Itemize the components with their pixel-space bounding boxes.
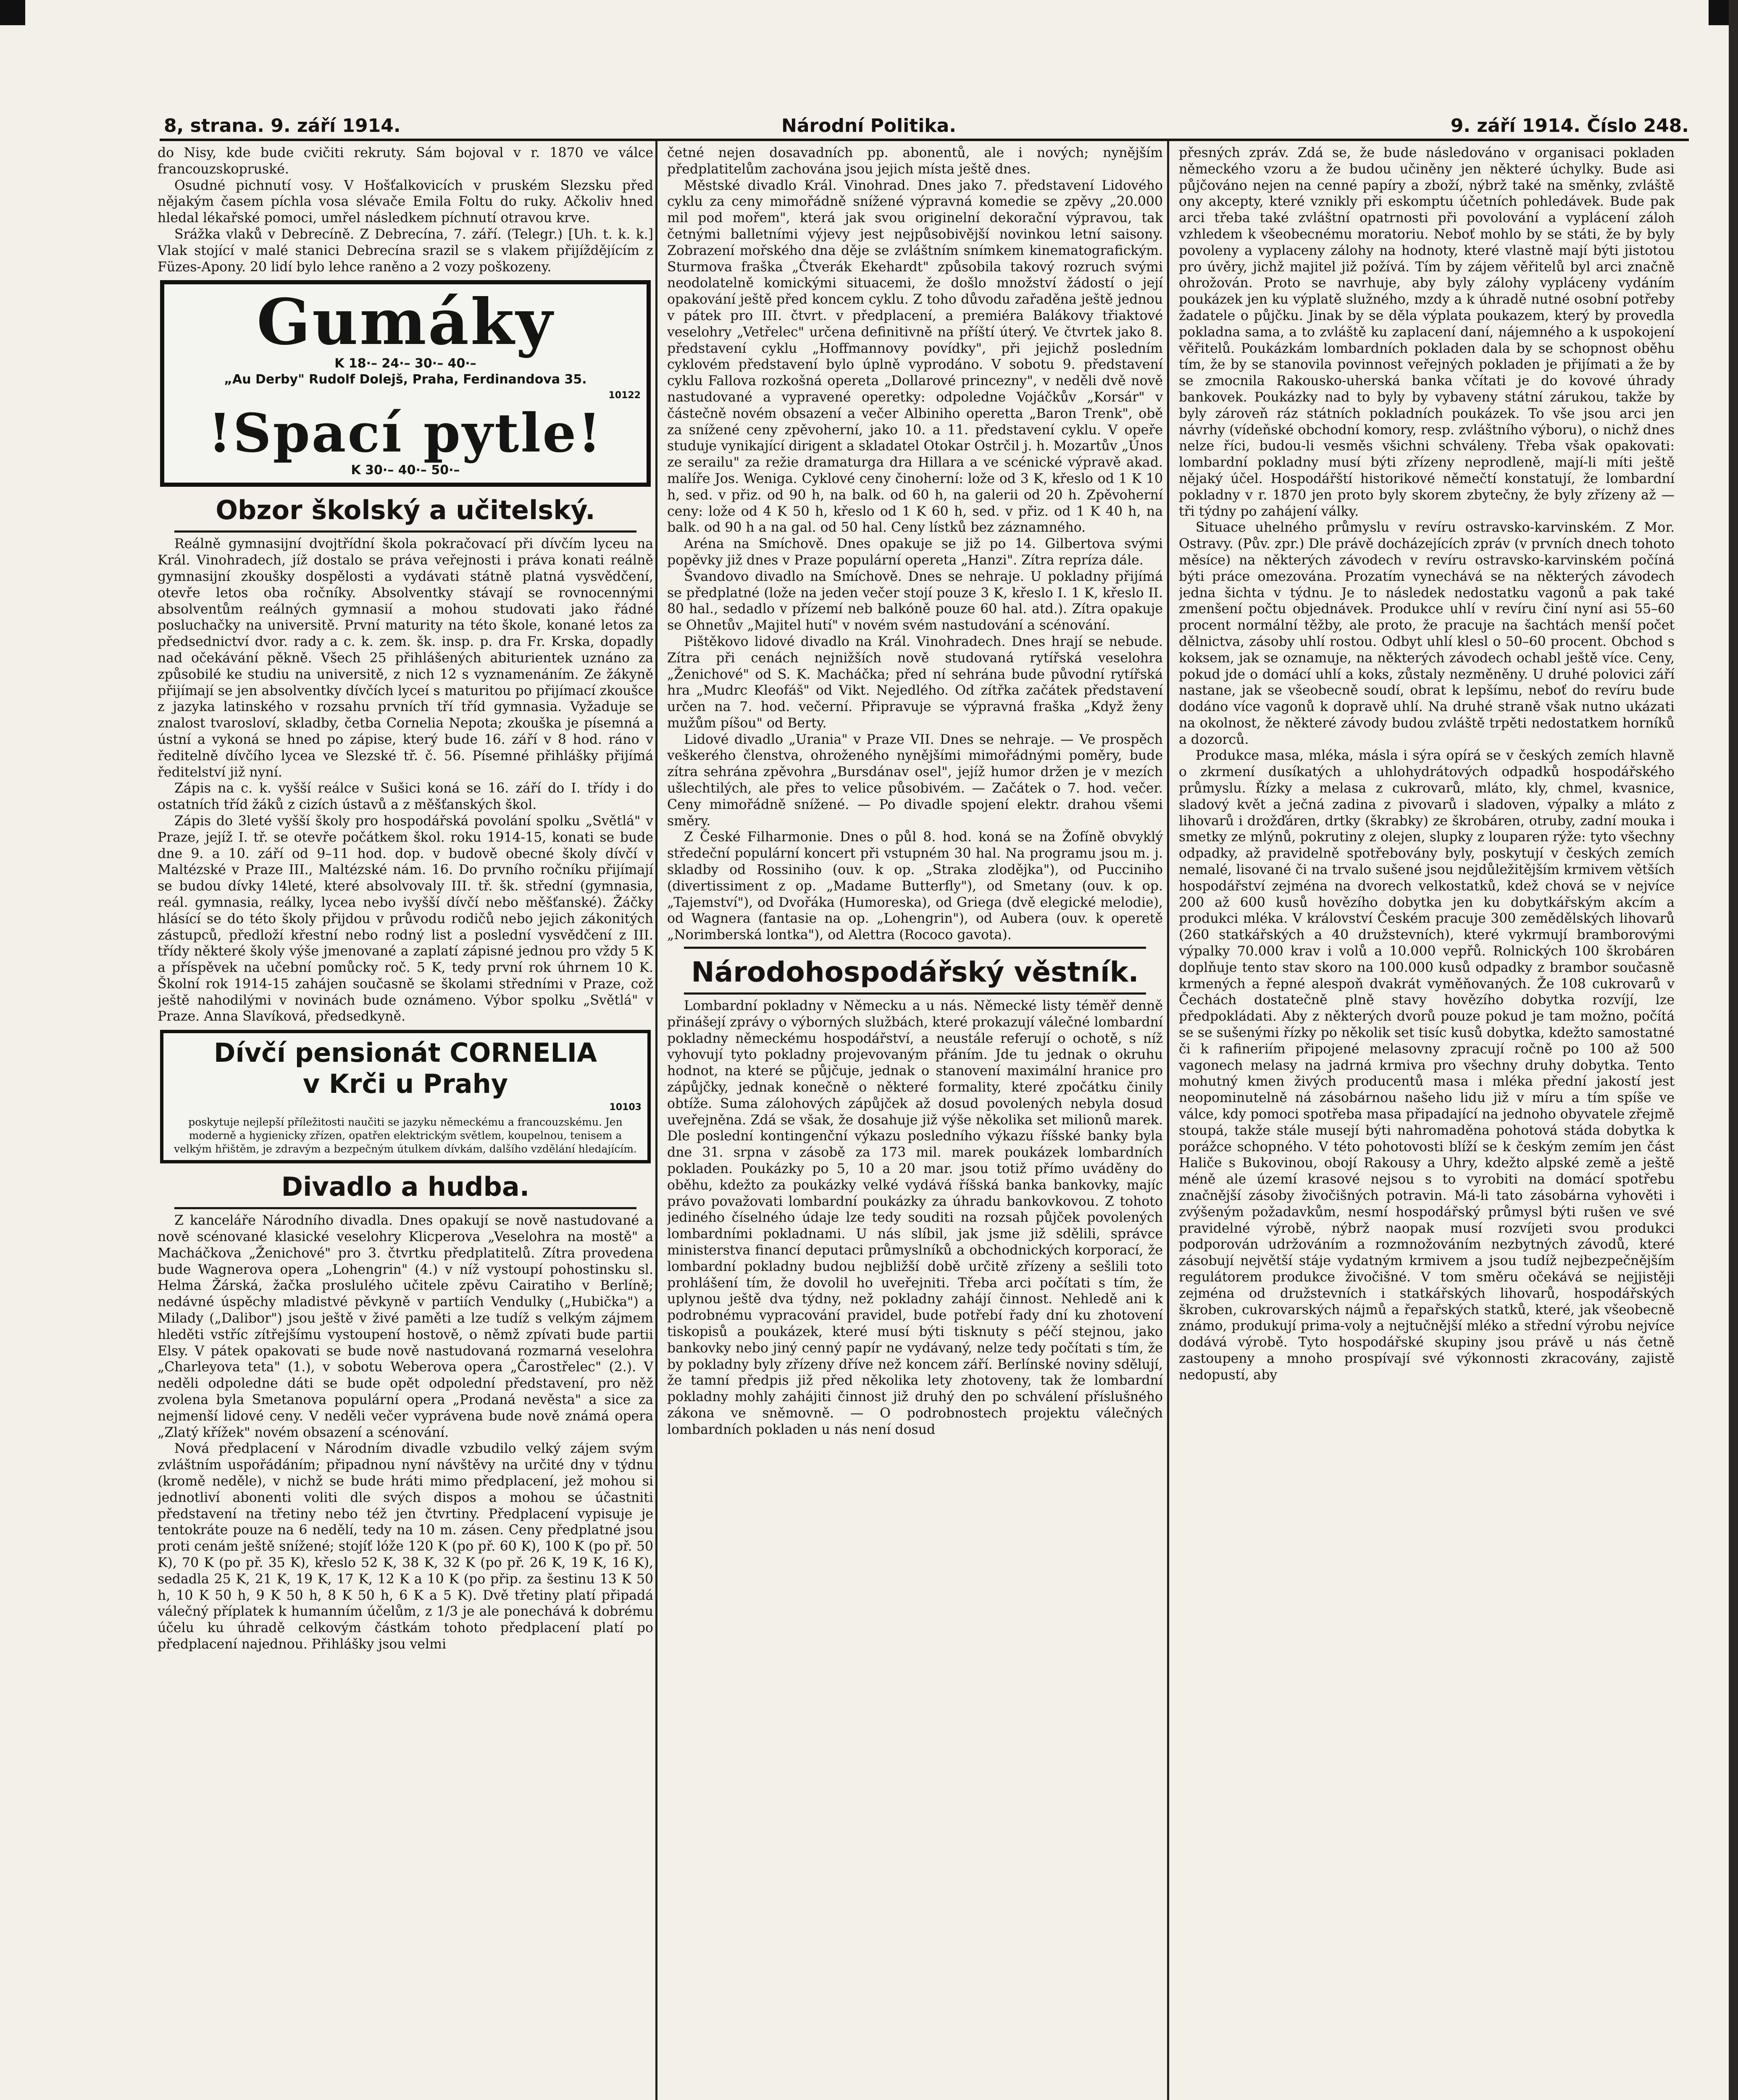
ad-prices: K 18·– 24·– 30·– 40·– — [334, 356, 476, 371]
section-divider — [684, 947, 1146, 949]
running-head — [160, 113, 1693, 142]
article-text: do Nisy, kde bude cvičiti rekruty. Sám bojoval v r. 1870 ve válce francouzskopruské. — [158, 145, 653, 177]
article-text: Švandovo divadlo na Smíchově. Dnes se nehraje. U pokladny přijímá se předplatné (lože na jeden večer stojí pouze 3 K, křeslo I. 1 K, křeslo II. 80 hal., sedadlo v přízemí neb balkóně pouze 60 hal. atd.). Zítra opakuje se Ohnetův „Majitel hutí" v novém svém nastudování a scénování. — [667, 569, 1163, 633]
article-text: Lidové divadlo „Urania" v Praze VII. Dnes se nehraje. — Ve prospěch veškerého členstva, ohroženého nynějšími mimořádnými poměry, bude zítra sehrána zpěvohra „Bursdánav osel", jejíž humor držen je v mezích ušlechtilých, ale přes to velice působivém. — Začátek o 7. hod. večer. Ceny mimořádně snížené. — Po divadle spojení elektr. drahou všemi směry. — [667, 732, 1163, 829]
article-text: přesných zpráv. Zdá se, že bude následováno v organisaci pokladen německého vzoru a že budou učiněny jen některé úchylky. Bude asi půjčováno nejen na cenné papíry a zboží, nýbrž také na směnky, zvláště ony akcepty, které vznikly při eskomptu účetních pohledávek. Bude pak arci třeba také zvláštní opatrnosti při povolování a vyplácení záloh vzhledem k všeobecnému moratoriu. Neboť mohlo by se státi, že by byly povoleny a vyplaceny zálohy na hodnoty, které vlastně mají býti jistotou pro úvěry, jichž majitel již požívá. Tím by zájem věřitelů byl arci značně ohrožován. Proto se navrhuje, aby byly zálohy vypláceny vydáním poukázek jen ku výplatě služného, mzdy a k úhradě nutné osobní potřeby žadatele o půjčku. Jinak by se děla výplata poukazem, který by provedla pokladna sama, a to zvláště ku zaplacení daní, nájemného a k uspokojení věřitelů. Poukázkám lombardních pokladen dala by se schopnost oběhu tím, že by se stanovila povinnost veřejných pokladen je přijímati a že by se zmocnila Rakousko-uherská banka včítati je do kovové úhrady bankovek. Poukázky nad to byly by vybaveny státní zárukou, takže by byly zároveň ráz státních pokladních poukázek. To vše jsou arci jen návrhy (vídeňské obchodní komory, resp. zvláštního výboru), o nichž dnes nelze říci, budou-li vesměs všichni schváleny. Třeba však opakovati: lombardní pokladny musí býti zřízeny neprodleně, mají-li míti ještě nějaký účel. Hospodářští historikové němečtí konstatují, že lombardní pokladny v r. 1870 jen proto byly skorem zbytečny, že byly zřízeny až — tři týdny po zahájení války. — [1179, 145, 1675, 519]
column-3 — [1179, 145, 1675, 2100]
issue-number: 9. září 1914. Číslo 248. — [1450, 115, 1689, 136]
advertisement-gumaky — [160, 280, 651, 487]
article-text: Reálně gymnasijní dvojtřídní škola pokračovací při dívčím lyceu na Král. Vinohradech, jíž dostalo se práva veřejnosti i práva konati reálně gymnasijní zkoušky dospělosti a vydávati státně platná vysvědčení, otevře letos oba ročníky. Absolventky stávají se rovnocennými absolventům reálných gymnasií a mohou studovati jako řádné posluchačky na universitě. První maturity na této škole, konané letos za předsednictví dvor. rady a c. k. zem. šk. insp. p. dra Fr. Krska, dopadly nad očekávání pěkně. Všech 25 přihlášených abiturientek uznáno za způsobilé ke studiu na universitě, z nich 12 s vyznamenáním. Ze žákyně přijímají se jen absolventky dívčích lyceí s maturitou po přijímací zkoušce z jazyka latinského v rozsahu prvních tří tříd gymnasia. Vyžaduje se znalost tvarosloví, skladby, četba Cornelia Nepota; zkouška je písemná a ústní a vykoná se hned po zápise, který bude 16. září v 8 hod. ráno v ředitelně dívčího lycea ve Slezské tř. č. 56. Písemné přihlášky přijímá ředitelství již nyní. — [158, 536, 653, 780]
article-text: Zápis do 3leté vyšší školy pro hospodářská povolání spolku „Světlá" v Praze, jejíž I. tř. se otevře počátkem škol. roku 1914-15, konati se bude dne 9. a 10. září od 9–11 hod. dop. v budově obecné školy dívčí v Maltézské v Praze III., Maltézské nám. 16. Do prvního ročníku přijímají se budou dívky 14leté, které absolvovaly III. tř. šk. střední (gymnasia, reál. gymnasia, reálky, lycea nebo ivyšší dívčí nebo měšťanské). Žáčky hlásící se do této školy přijdou v průvodu rodičů nebo jejich zákonitých zástupců, předloží křestní nebo rodný list a poslední vysvědčení z III. třídy některé školy výše jmenované a zaplatí zápisné jednou pro vždy 5 K a příspěvek na učební pomůcky roč. 5 K, tedy první rok úhrnem 10 K. Školní rok 1914-15 zahájen současně se školami středními v Praze, což ještě nahodilými v novinách bude oznámeno. Výbor spolku „Světlá" v Praze. Anna Slavíková, předsedkyně. — [158, 813, 653, 1024]
article-text: Pištěkovo lidové divadlo na Král. Vinohradech. Dnes hrají se nebude. Zítra při cenách nejnižších nově studovaná rytířská veselohra „Ženichové" od S. K. Macháčka; před ní sehrána bude původní rytířská hra „Mudrc Kleofáš" od Vikt. Nejedlého. Od zítřka začátek představení určen na 7. hod. večerní. Připravuje se výpravná fraška „Když ženy mužům píšou" od Berty. — [667, 634, 1163, 731]
ad-title-2: !Spací pytle! — [208, 402, 603, 465]
ad-code: 10122 — [608, 390, 641, 401]
masthead-title: Národní Politika. — [781, 115, 957, 136]
ad-firm: „Au Derby" Rudolf Dolejš, Praha, Ferdinandova 35. — [224, 372, 587, 387]
article-text: Nová předplacení v Národním divadle vzbudilo velký zájem svým zvláštním uspořádáním; připadnou nyní návštěvy na určité dny v týdnu (kromě neděle), v nichž se bude hráti mimo předplacení, jež mohou si jednotliví abonenti voliti dle svých dispos a mohou se účastniti představení na třetiny nebo též jen čtvrtiny. Předplacení vypisuje je tentokráte pouze na 6 nedělí, tedy na 10 m. zásen. Ceny předplatné jsou proti cenám ještě snížené; stojíť lóže 120 K (po př. 60 K), 100 K (po př. 50 K), 70 K (po př. 35 K), křeslo 52 K, 38 K, 32 K (po př. 26 K, 19 K, 16 K), sedadla 25 K, 21 K, 19 K, 17 K, 12 K a 10 K (po přip. za šestinu 13 K 50 h, 10 K 50 h, 9 K 50 h, 8 K 50 h, 6 K a 5 K). Dvě třetiny platí připadá válečný příplatek k humanním účelům, z 1/3 je ale ponechává k dobrému účelu ku úhradě celkovým částkám tohoto předplacení platí po předplacení najednou. Přihlášky jsou velmi — [158, 1441, 653, 1652]
section-divider — [174, 530, 636, 533]
article-text: Zápis na c. k. vyšší reálce v Sušici koná se 16. září do I. třídy i do ostatních tříd žáků z cizích ústavů a z měšťanských škol. — [158, 781, 653, 813]
article-text: Městské divadlo Král. Vinohrad. Dnes jako 7. představení Lidového cyklu za ceny mimořádně snížené výpravná komedie se zpěvy „20.000 mil pod mořem", která jak svou originelní dekorační výpravou, tak četnými balletními výjevy jest nejpůsobivější novinkou letní saisony. Zobrazení mořského dna děje se zvláštním snímkem kinematografickým. Sturmova fraška „Čtverák Ekehardt" způsobila takový rozruch svými neodolatelně komickými situacemi, že došlo množství žádostí o její opakování ještě před koncem cyklu. Z toho důvodu zařaděna ještě jednou v pátek pro III. čtvrt. v předplacení, a premiéra Balákovy třiaktové veselohry „Vetřelec" určena definitivně na příští úterý. Ve čtvrtek jako 8. představení cyklu „Hoffmannovy povídky", při jejichž posledním cyklovém představení bylo úplně vyprodáno. V sobotu 9. představení cyklu Fallova rozkošná opereta „Dollarové princezny", v neděli dvě nově nastudované a vypravené operetky: odpoledne Vojáčkův „Korsár" v částečně novém obsazení a večer Albiniho operetta „Baron Trenk", obě za snížené ceny zpěvoherní, jako 10. a 11. představení cyklu. V opeře studuje vynikající dirigent a skladatel Otokar Ostrčil j. h. Mozartův „Únos ze serailu" za režie dramaturga dra Hillara a ve scénické výpravě akad. malíře Jos. Weniga. Cyklové ceny činoherní: lože od 3 K, křeslo od 1 K 10 h, sed. v přiz. od 90 h, na balk. od 60 h, na galerii od 20 h. Zpěvoherní ceny: lože od 4 K 50 h, křeslo od 1 K 60 h, sed. v přiz. od 1 K 40 h, na balk. od 90 h a na gal. od 50 hal. Ceny lístků bez záznamného. — [667, 178, 1163, 536]
article-text: Situace uhelného průmyslu v revíru ostravsko-karvinském. Z Mor. Ostravy. (Pův. zpr.) Dle právě docházejících zpráv (v prvních dnech tohoto měsíce) na některých závodech v revíru ostravsko-karvinském počíná býti práce omezována. Prozatím vynechává se na některých závodech jedna šichta v týdnu. Je to následek nedostatku vagonů a pak také zmenšení počtu objednávek. Produkce uhlí v revíru činí nyní asi 55–60 procent normální těžby, ale proto, že pracuje na šachtách menší počet dělnictva, zásoby uhlí rostou. Odbyt uhlí klesl o 50–60 procent. Obchod s koksem, jak se oznamuje, na některých závodech ochabl ještě více. Ceny, pokud jde o domácí uhlí a koks, zůstaly nezměněny. U druhé polovici září nastane, jak se všeobecně soudí, obrat k lepšímu, neboť do revíru bude dodáno více vagonů k dopravě uhlí. Na druhé straně však nutno ukázati na okolnost, že některé závody budou zvláště trpěti nedostatkem horníků a dozorců. — [1179, 520, 1675, 747]
scan-corner-left — [0, 0, 25, 25]
scan-edge — [1729, 0, 1738, 2100]
ad-prices-2: K 30·– 40·– 50·– — [351, 463, 460, 478]
article-text: Produkce masa, mléka, másla i sýra opírá se v českých zemích hlavně o zkrmení dusíkatých a uhlohydrátových odpadků hospodářského průmyslu. Řízky a melasa z cukrovarů, mláto, kly, chmel, kvasnice, sladový květ a ječná zadina z pivovarů i sladoven, výpalky a mláto z lihovarů i drožďáren, drtky (škrabky) ze škrobáren, otruby, zadní mouka i smetky ze mlýnů, pokrutiny z olejen, slupky z louparen rýže: tyto všechny odpadky, až pravidelně spotřebovány byly, poskytují v českých zemích nemalé, lisované či na trvalo sušené jsou nejdůležitějším krmivem větších hospodářství zejména na dvorech velkostatků, kdež chová se v nejvíce 200 až 600 kusů hovězího dobytka jen ku dobytkářským akcím a produkci mléka. V království Českém pracuje 300 zemědělských lihovarů (260 statkářských a 40 družstevních), které vykrmují bramborovými výpalky 70.000 krav i volů a 10.000 vepřů. Rolnických 100 škrobáren doplňuje tento stav skoro na 100.000 kusů odpadky z brambor současně krmených a řepné alespoň dvakrát vyměňovaných. Že 108 cukrovarů v Čechách dostatečně plně stavy hovězího dobytka rozvíjí, lze předpokládati. Aby z některých dvorů pouze pokud je tam možno, počítá se se sušenými řízky po několik set tisíc kusů dobytka, kdežto samostatné či k rafineriím připojené melasovny zpracují ročně po 100 až 500 vagonech melasy na jadrná krmiva pro všechny druhy dobytka. Tento mohutný kmen živých producentů masa i mléka přední jakostí jest neopominutelně ná zásobárnou našeho lidu již v míru a tím spíše ve válce, kdy pomoci spotřeba masa připadající na jednoho obyvatele zřejmě stoupá, takže stále musejí býti nahromaděna pohotová stáda dobytka k porážce schopného. V této pohotovosti blíží se k českým zemím jen část Haliče s Bukovinou, obojí Rakousy a Uhry, kdežto alpské země a ještě méně ale území krasové nejsou s to vyrobiti na domácí spotřebu značnější zásoby živočišných potravin. Má-li tato zásobárna vyhověti i zvýšeným požadavkům, nesmí hospodářský průmysl býti rušen ve své pravidelné výrobě, nýbrž naopak musí rozvíjeti svou produkci podporován udržováním a rozmnožováním nezbytných závodů, které zásobují největší stáje vydatným krmivem a jsou tudíž nejbezpečnějším regulátorem produkce živočišné. V tom směru očekává se nejjistěji zejména od družstevních i statkářských lihovarů, hospodářských škroben, cukrovarských nájmů a řepařských statků, které, jak všeobecně známo, produkují prima-voly a nejtučnější mléko a střední výrobu nejvíce dodává výrobě. Tyto hospodářské skupiny jsou právě u nás četně zastoupeny a mnoho prospívají své výkonnosti zkracovány, zajistě nedopustí, aby — [1179, 748, 1675, 1383]
section-heading-school: Obzor školský a učitelský. — [216, 495, 595, 526]
column-1 — [158, 145, 653, 2100]
article-text: Aréna na Smíchově. Dnes opakuje se již po 14. Gilbertova svými popěvky již dnes v Praze populární opereta „Hanzi". Zítra repríza dále. — [667, 536, 1163, 568]
ad-code: 10103 — [609, 1102, 642, 1113]
article-text: Srážka vlaků v Debrecíně. Z Debrecína, 7. září. (Telegr.) [Uh. t. k. k.] Vlak stojící v malé stanici Debrecína srazil se s vlakem přijíždějícím z Füzes-Apony. 20 lidí bylo lehce raněno a 2 vozy poškozeny. — [158, 226, 653, 275]
column-rule-2 — [1167, 141, 1169, 2100]
header-rule — [160, 139, 1689, 141]
ad-subtitle: v Krči u Prahy — [302, 1068, 508, 1100]
page-date-left: 8, strana. 9. září 1914. — [164, 115, 401, 136]
advertisement-pensionat — [160, 1030, 651, 1163]
section-divider — [684, 992, 1146, 995]
ad-text: poskytuje nejlepší příležitosti naučiti se jazyku německému a francouzskému. Jen moderně a hygienicky zřízen, opatřen elektrickým světlem, koupelnou, tenisem a velkým hřištěm, je zdravým a bezpečným útulkem dívkám, dalšího vzdělání hledajícím. — [174, 1116, 637, 1155]
article-text: četné nejen dosavadních pp. abonentů, ale i nových; nynějším předplatitelům zachována jsou jejich místa ještě dnes. — [667, 145, 1163, 177]
section-divider — [174, 1207, 636, 1209]
article-text: Z kanceláře Národního divadla. Dnes opakují se nově nastudované a nově scénované klasické veselohry Klicperova „Veselohra na mostě" a Macháčkova „Ženichové" pro 3. čtvrtku předplatitelů. Zítra provedena bude Wagnerova opera „Lohengrin" (4.) v níž vystoupí pohostinsku sl. Helma Žárská, žačka proslulého učitele zpěvu Cairatiho v Berlíně; nedávné úspěchy mladistvé pěvkyně v partiích Vendulky („Hubička") a Milady („Dalibor") jsou ještě v živé paměti a lze tudíž s velkým zájmem hleděti vstříc zítřejšímu vystoupení hostově, o němž zpívati bude partii Elsy. V pátek opakovati se bude nově nastudovaná rozmarná veselohra „Charleyova teta" (1.), v sobotu Weberova opera „Čarostřelec" (2.). V neděli odpoledne dáti se bude opět odpolední představení, pro něž zvolena byla Smetanova populární opera „Prodaná nevěsta" a sice za nejmenší lidové ceny. V neděli večer vyprávena bude nově známá opera „Zlatý křížek" novém obsazení a scénování. — [158, 1213, 653, 1440]
article-text: Osudné pichnutí vosy. V Hošťalkovicích v pruském Slezsku před nějakým časem píchla vosa slévače Emila Foltu do ruky. Ačkoliv hned hledal lékařské pomoci, umřel následkem píchnutí otravou krve. — [158, 178, 653, 226]
ad-title: Dívčí pensionát CORNELIA — [214, 1037, 597, 1068]
section-heading-theatre: Divadlo a hudba. — [281, 1171, 530, 1202]
column-2 — [667, 145, 1163, 2100]
article-text: Z České Filharmonie. Dnes o půl 8. hod. koná se na Žofíně obvyklý středeční populární koncert při vstupném 30 hal. Na programu jsou m. j. skladby od Rossiniho (ouv. k op. „Straka zlodějka"), od Pucciniho (divertissiment z op. „Madame Butterfly"), od Smetany (ouv. k op. „Tajemství"), od Dvořáka (Humoreska), od Griega (dvě elegické melodie), od Wagnera (fantasie na op. „Lohengrin"), od Aubera (ouv. k operetě „Norimberská lontka"), od Alettra (Rococo gavota). — [667, 830, 1163, 943]
article-text: Lombardní pokladny v Německu a u nás. Německé listy téměř denně přinášejí zprávy o výborných službách, které prokazují válečné lombardní pokladny německému hospodářství, a neustále referují o ochotě, s níž vyhovují tyto pokladny projevovaným přáním. Jde tu jednak o okruhu hodnot, na které se půjčuje, jednak o stanovení maximální hranice pro zápůjčky, jednak konečně o některé formality, které zpočátku činily obtíže. Suma zálohových zápůjček až dosud povolených nebyla dosud uveřejněna. Zdá se však, že dosahuje již výše několika set milionů marek. Dle poslední kontingenční výkazu posledního výkazu říšské banky byla dne 31. srpna v zásobě za 173 mil. marek poukázek lombardních pokladen. Poukázky po 5, 10 a 20 mar. jsou totiž přímo uváděny do oběhu, kdežto za poukázky velké vydává říšská banka bankovky, majíc právo považovati lombardní poukázky za úhradu bankovkovou. Z tohoto jediného číselného údaje lze tedy souditi na rozsah půjček povolených lombardními pokladnami. U nás slíbil, jak jsme již sdělili, správce ministerstva financí deputaci průmyslníků a obchodnických korporací, že lombardní pokladny budou nejbližší době určitě zřízeny a sešlili toto prohlášení tím, že dovolil ho uveřejniti. Třeba arci počítati s tím, že uplynou ještě dva týdny, než pokladny zahájí činnost. Nehledě ani k podrobnému vypracování pravidel, bude potřebí řady dní ku zhotovení tiskopisů a poukázek, které musí býti tisknuty s péčí stejnou, jako bankovky nebo jiný cenný papír ne vydávaný, nelze tedy počítati s tím, že by pokladny byly zřízeny dříve než koncem září. Berlínské noviny sdělují, že tamní předpis již před několika lety zhotoveny, tak že lombardní pokladny mohly zahájiti činnost již druhý den po schválení příslušného zákona ve sněmovně. — O podrobnostech projektu válečných lombardních pokladen u nás není dosud — [667, 998, 1163, 1437]
section-heading-economy: Národohospodářský věstník. — [691, 956, 1139, 989]
column-rule-1 — [655, 141, 657, 2100]
ad-title: Gumáky — [256, 285, 555, 360]
